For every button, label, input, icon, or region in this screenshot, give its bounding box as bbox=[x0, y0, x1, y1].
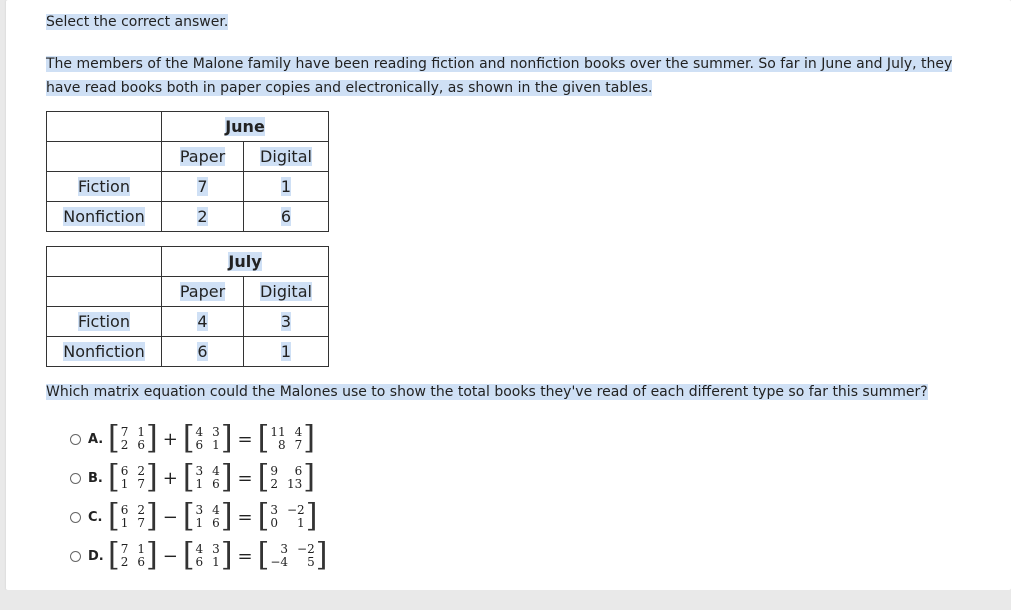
table-row bbox=[47, 202, 329, 232]
table-cell: 2 bbox=[162, 202, 244, 232]
option-letter: A. bbox=[88, 431, 104, 447]
matrix: [ 11 4 8 7 ] bbox=[257, 420, 315, 457]
operator: + bbox=[162, 428, 178, 450]
table-cell: 3 bbox=[244, 307, 329, 337]
answer-option-d[interactable] bbox=[70, 538, 400, 574]
radio-button[interactable] bbox=[70, 551, 81, 562]
matrix-equation bbox=[106, 459, 317, 496]
table-cell bbox=[47, 112, 162, 142]
column-header: Paper bbox=[162, 142, 244, 172]
matrix: [ 7 1 2 6 ] bbox=[108, 537, 158, 574]
option-letter: D. bbox=[88, 548, 104, 564]
matrix: [ 3 4 1 6 ] bbox=[182, 459, 233, 496]
table-title: July bbox=[162, 247, 329, 277]
table-cell: 7 bbox=[162, 172, 244, 202]
row-label: Nonfiction bbox=[47, 337, 162, 367]
column-header: Digital bbox=[244, 142, 329, 172]
table-cell bbox=[47, 247, 162, 277]
matrix: [ 4 3 6 1 ] bbox=[182, 537, 233, 574]
operator: − bbox=[162, 506, 178, 528]
instruction-text: Select the correct answer. bbox=[46, 14, 229, 30]
operator: + bbox=[162, 467, 178, 489]
equals-sign: = bbox=[237, 467, 253, 489]
row-label: Nonfiction bbox=[47, 202, 162, 232]
table-cell bbox=[47, 277, 162, 307]
table-row bbox=[47, 337, 329, 367]
matrix: [ 3 −2 −4 5 ] bbox=[257, 537, 328, 574]
matrix-equation bbox=[106, 498, 319, 535]
matrix: [ 3 −2 0 1 ] bbox=[257, 498, 318, 535]
table-cell: 1 bbox=[244, 337, 329, 367]
matrix: [ 6 2 1 7 ] bbox=[108, 498, 158, 535]
radio-button[interactable] bbox=[70, 434, 81, 445]
answer-option-a[interactable] bbox=[70, 421, 400, 457]
column-header: Digital bbox=[244, 277, 329, 307]
answer-option-b[interactable] bbox=[70, 460, 400, 496]
matrix: [ 4 3 6 1 ] bbox=[182, 420, 233, 457]
matrix: [ 7 1 2 6 ] bbox=[108, 420, 158, 457]
operator: − bbox=[162, 545, 178, 567]
radio-button[interactable] bbox=[70, 512, 81, 523]
matrix: [ 6 2 1 7 ] bbox=[108, 459, 158, 496]
row-label: Fiction bbox=[47, 307, 162, 337]
equals-sign: = bbox=[237, 428, 253, 450]
matrix-equation bbox=[106, 537, 329, 574]
option-letter: C. bbox=[88, 509, 103, 525]
june-table bbox=[46, 111, 329, 232]
radio-button[interactable] bbox=[70, 473, 81, 484]
matrix: [ 3 4 1 6 ] bbox=[182, 498, 233, 535]
equals-sign: = bbox=[237, 506, 253, 528]
equals-sign: = bbox=[237, 545, 253, 567]
july-table bbox=[46, 246, 329, 367]
row-label: Fiction bbox=[47, 172, 162, 202]
column-header: Paper bbox=[162, 277, 244, 307]
table-title: June bbox=[162, 112, 329, 142]
option-letter: B. bbox=[88, 470, 103, 486]
question-card bbox=[6, 0, 1011, 590]
answer-option-c[interactable] bbox=[70, 499, 400, 535]
table-cell: 6 bbox=[244, 202, 329, 232]
problem-text: The members of the Malone family have been reading fiction and nonfiction books over the summer. So far in June and July, they have read books both in paper copies and electronically, as shown in the given tables. bbox=[46, 56, 953, 96]
question-prompt: Which matrix equation could the Malones use to show the total books they've read of each different type so far this summer? bbox=[46, 384, 928, 400]
table-row bbox=[47, 307, 329, 337]
matrix-equation bbox=[106, 420, 317, 457]
page-footer-bar bbox=[0, 590, 1011, 610]
table-row bbox=[47, 172, 329, 202]
table-cell: 1 bbox=[244, 172, 329, 202]
table-cell: 4 bbox=[162, 307, 244, 337]
table-cell bbox=[47, 142, 162, 172]
table-cell: 6 bbox=[162, 337, 244, 367]
matrix: [ 9 6 2 13 ] bbox=[257, 459, 315, 496]
